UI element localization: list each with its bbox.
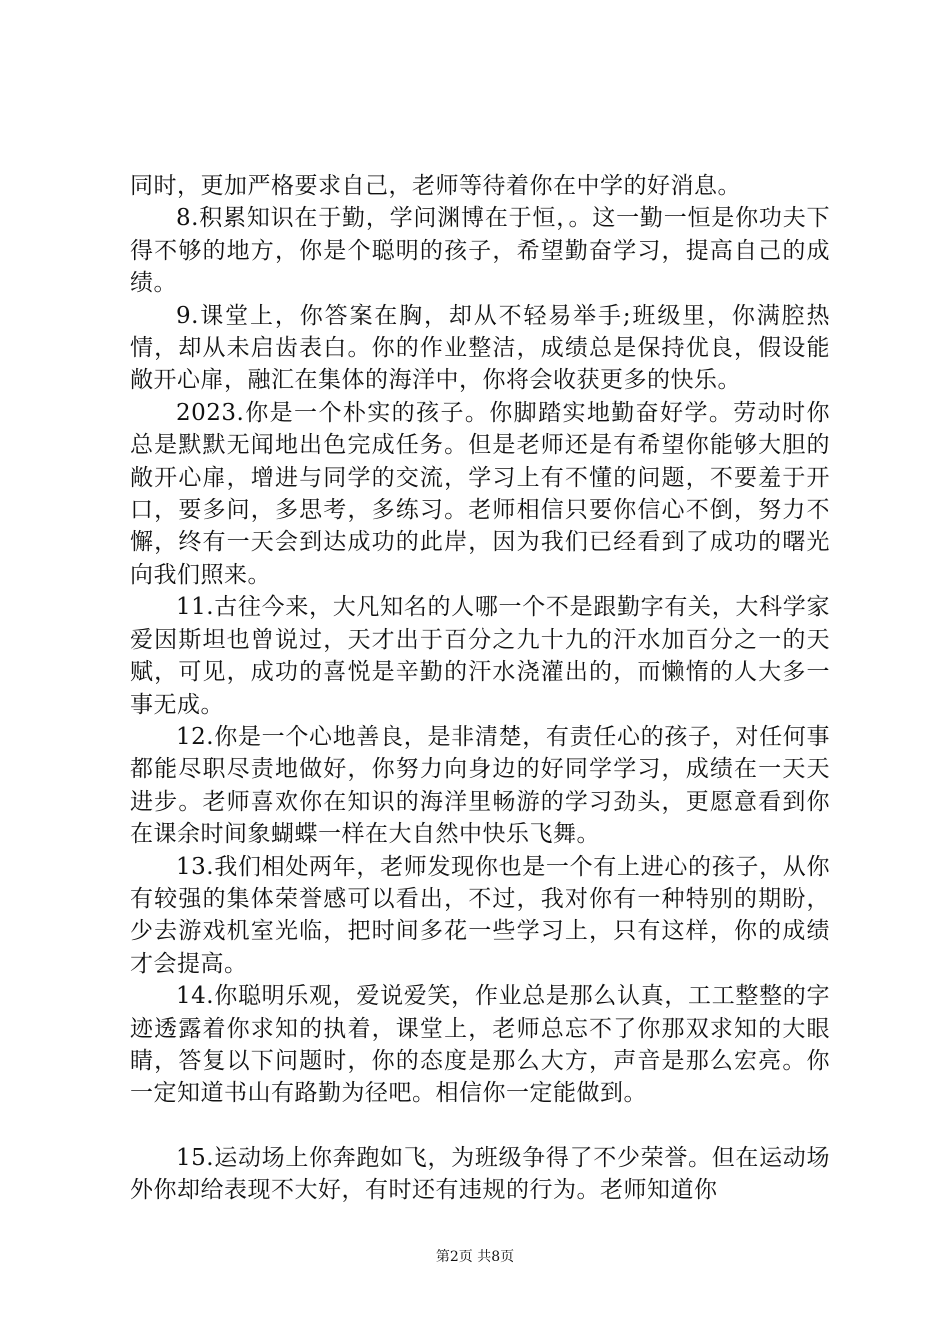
paragraph-12: 12.你是一个心地善良，是非清楚，有责任心的孩子，对任何事都能尽职尽责地做好，你努力向身边的好同学学习，成绩在一天天进步。老师喜欢你在知识的海洋里畅游的学习劲头，更愿意看到你在课余时间象蝴蝶一样在大自然中快乐飞舞。 [130,723,830,848]
paragraph-10: 2023.你是一个朴实的孩子。你脚踏实地勤奋好学。劳动时你总是默默无闻地出色完成任务。但是老师还是有希望你能够大胆的敞开心扉，增进与同学的交流，学习上有不懂的问题，不要羞于开口，要多问，多思考，多练习。老师相信只要你信心不倒，努力不懈，终有一天会到达成功的此岸，因为我们已经看到了成功的曙光向我们照来。 [130,399,830,588]
paragraph-8: 8.积累知识在于勤，学问渊博在于恒，。这一勤一恒是你功夫下得不够的地方，你是个聪明的孩子，希望勤奋学习，提高自己的成绩。 [130,205,830,297]
paragraph-14: 14.你聪明乐观，爱说爱笑，作业总是那么认真，工工整整的字迹透露着你求知的执着，课堂上，老师总忘不了你那双求知的大眼睛，答复以下问题时，你的态度是那么大方，声音是那么宏亮。你一定知道书山有路勤为径吧。相信你一定能做到。 [130,983,830,1107]
paragraph-13: 13.我们相处两年，老师发现你也是一个有上进心的孩子，从你有较强的集体荣誉感可以看出，不过，我对你有一种特别的期盼，少去游戏机室光临，把时间多花一些学习上，只有这样，你的成绩才会提高。 [130,853,830,977]
paragraph-11: 11.古往今来，大凡知名的人哪一个不是跟勤字有关，大科学家爱因斯坦也曾说过，天才出于百分之九十九的汗水加百分之一的天赋，可见，成功的喜悦是辛勤的汗水浇灌出的，而懒惰的人大多一事无成。 [130,594,830,718]
document-body [130,170,830,1207]
page-number-footer: 第2页 共8页 [435,1249,515,1265]
paragraph-15: 15.运动场上你奔跑如飞，为班级争得了不少荣誉。但在运动场外你却给表现不大好，有时还有违规的行为。老师知道你 [130,1144,830,1204]
paragraph-9: 9.课堂上，你答案在胸，却从不轻易举手;班级里，你满腔热情，却从未启齿表白。你的作业整洁，成绩总是保持优良，假设能敞开心扉，融汇在集体的海洋中，你将会收获更多的快乐。 [130,302,830,394]
paragraph-continuation: 同时，更加严格要求自己，老师等待着你在中学的好消息。 [130,173,741,199]
